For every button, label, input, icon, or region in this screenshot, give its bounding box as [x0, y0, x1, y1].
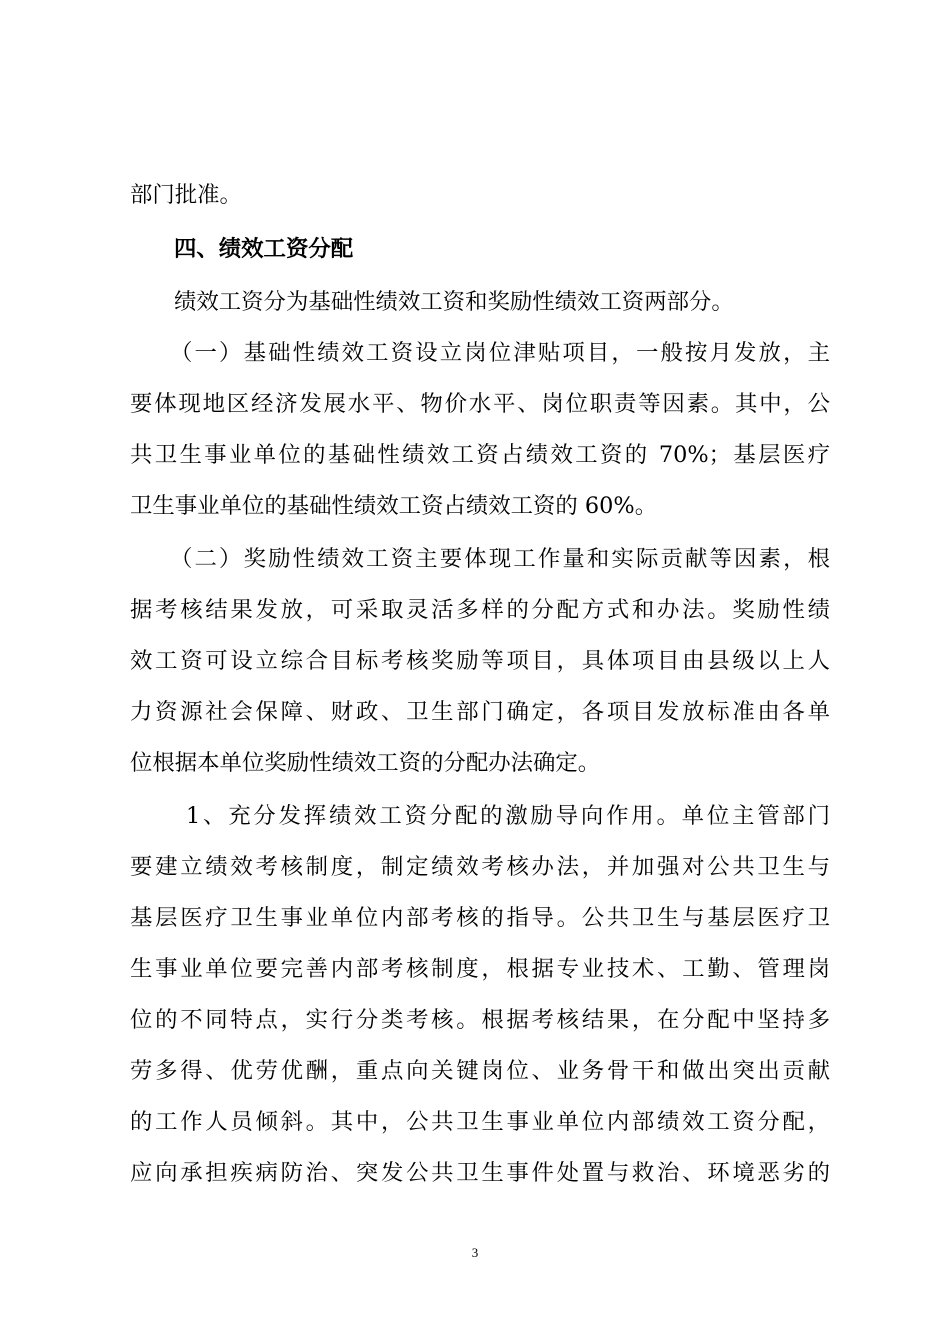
text-line: 生事业单位要完善内部考核制度，根据专业技术、工勤、管理岗: [130, 956, 830, 982]
text-line: 位根据本单位奖励性绩效工资的分配办法确定。: [130, 750, 601, 776]
text-line: 应向承担疾病防治、突发公共卫生事件处置与救治、环境恶劣的: [130, 1160, 830, 1186]
text-line: 基层医疗卫生事业单位内部考核的指导。公共卫生与基层医疗卫: [130, 905, 830, 931]
text-line: 部门批准。: [130, 182, 242, 208]
text-line: 力资源社会保障、财政、卫生部门确定，各项目发放标准由各单: [130, 699, 830, 725]
text-line: （二）奖励性绩效工资主要体现工作量和实际贡献等因素，根: [170, 546, 830, 572]
text-line: 要体现地区经济发展水平、物价水平、岗位职责等因素。其中，公: [130, 391, 830, 417]
text-line: 的工作人员倾斜。其中，公共卫生事业单位内部绩效工资分配，: [130, 1109, 830, 1135]
text-line: 据考核结果发放，可采取灵活多样的分配方式和办法。奖励性绩: [130, 597, 830, 623]
text-line: 卫生事业单位的基础性绩效工资占绩效工资的 60%。: [130, 493, 658, 519]
text-line: （一）基础性绩效工资设立岗位津贴项目，一般按月发放，主: [170, 340, 830, 366]
text-line: 位的不同特点，实行分类考核。根据考核结果，在分配中坚持多: [130, 1007, 830, 1033]
text-line: 劳多得、优劳优酬，重点向关键岗位、业务骨干和做出突出贡献: [130, 1058, 830, 1084]
text-line: 效工资可设立综合目标考核奖励等项目，具体项目由县级以上人: [130, 648, 830, 674]
text-line: 1、充分发挥绩效工资分配的激励导向作用。单位主管部门: [186, 803, 830, 829]
page-number: 3: [471, 1245, 479, 1260]
paragraph-intro: 绩效工资分为基础性绩效工资和奖励性绩效工资两部分。: [174, 289, 734, 315]
text-line: 共卫生事业单位的基础性绩效工资占绩效工资的 70%；基层医疗: [130, 442, 830, 468]
section-heading: 四、绩效工资分配: [174, 236, 354, 262]
document-body: [130, 170, 830, 1199]
text-line: 要建立绩效考核制度，制定绩效考核办法，并加强对公共卫生与: [130, 854, 830, 880]
